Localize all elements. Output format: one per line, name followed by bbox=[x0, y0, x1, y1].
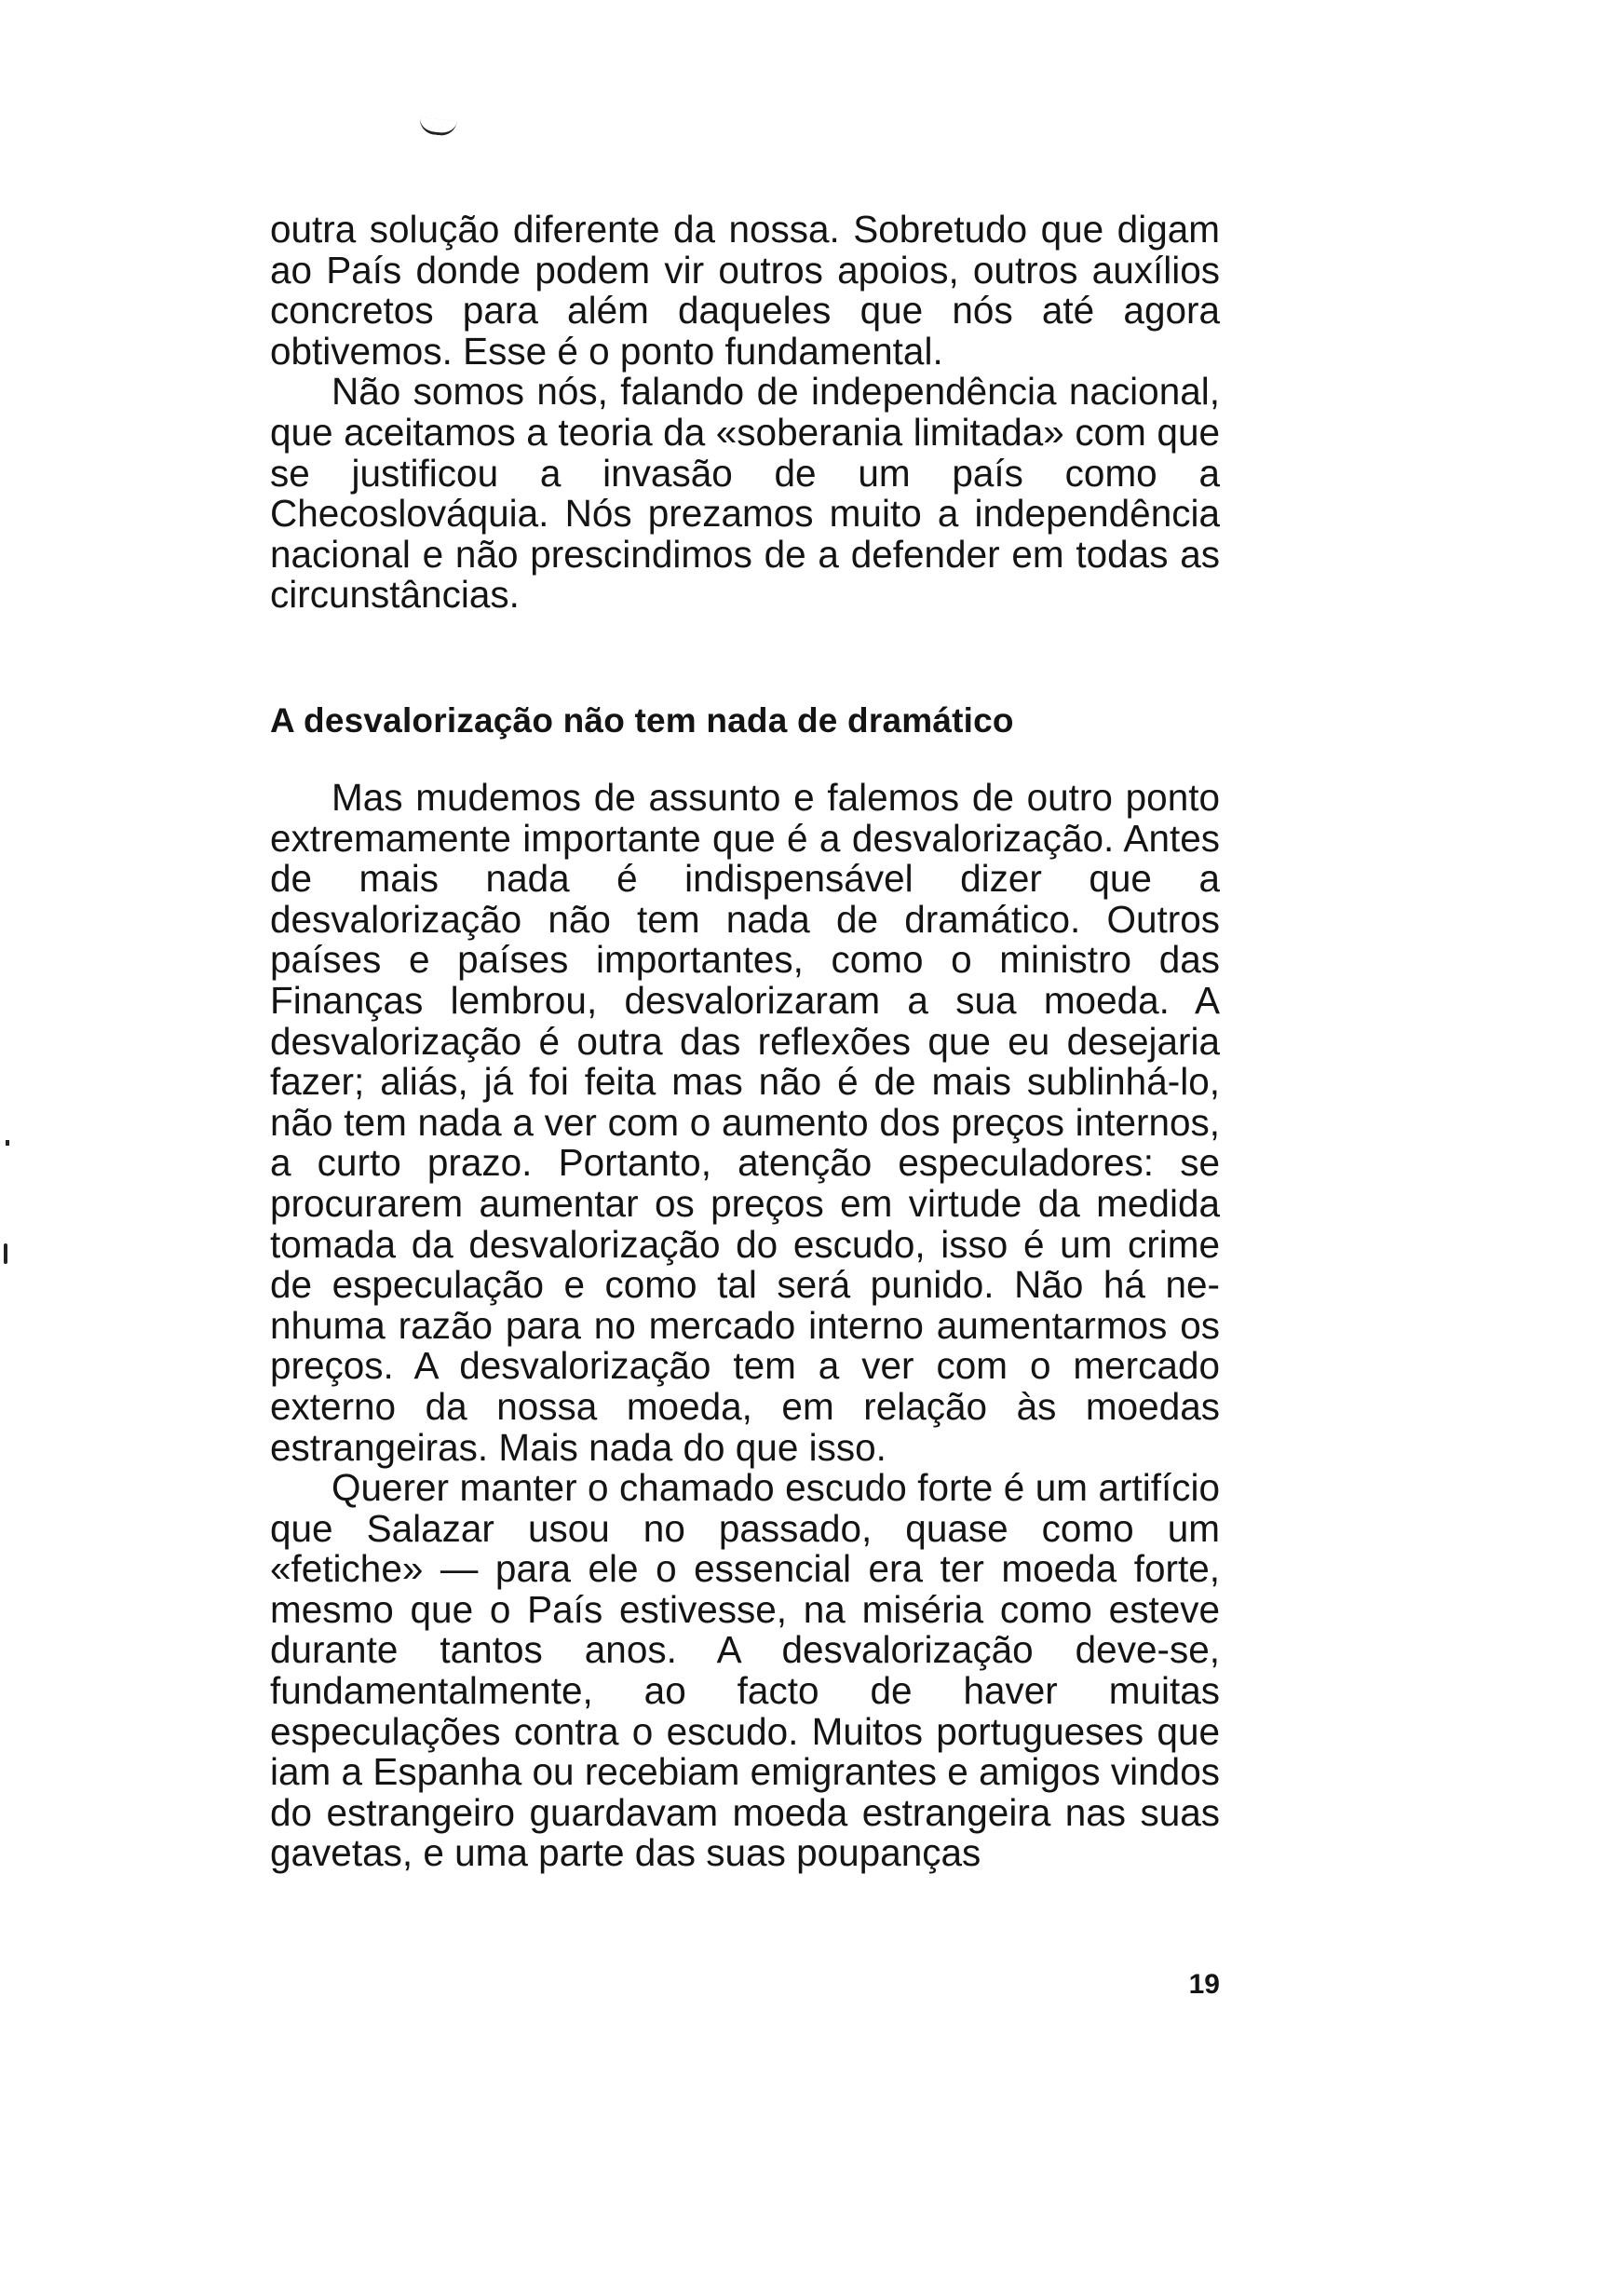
scan-mark bbox=[418, 117, 457, 137]
section-heading: A desvalorização não tem nada de dramático bbox=[270, 701, 1014, 740]
margin-mark bbox=[6, 1140, 9, 1146]
margin-mark bbox=[4, 1243, 7, 1264]
section-text-block bbox=[270, 778, 1220, 1874]
paragraph: Querer manter o chamado escudo forte é um artifício que Salazar usou no passado, quase como um «fetiche» — para ele o essencial era ter moeda forte, mesmo que o País estivesse, na miséria como esteve durante tantos anos. A desvalorização deve-se, fundamentalmente, ao facto de haver muitas especulações contra o escudo. Muitos portugueses que iam a Espanha ou recebiam emigrantes e amigos vindos do estrangeiro guardavam moeda estrangeira nas suas gavetas, e uma parte das suas poupanças bbox=[270, 1466, 1220, 1875]
paragraph-continued: outra solução diferente da nossa. Sobretudo que digam ao País donde podem vir outros apoios, outros auxílios concretos para além daqueles que nós até agora obtivemos. Esse é o ponto fundamental. bbox=[270, 208, 1220, 373]
paragraph: Não somos nós, falando de independência nacional, que aceitamos a teoria da «soberania limitada» com que se justificou a invasão de um país como a Checoslováquia. Nós prezamos muito a independência nacional e não prescindimos de a defender em todas as circunstâncias. bbox=[270, 370, 1220, 617]
paragraph: Mas mudemos de assunto e falemos de outro ponto extremamente importante que é a desvalorização. Antes de mais nada é indispensável dizer que a desvalorização não tem nada de dramático. Outros países e países importantes, como o ministro das Finanças lembrou, desvalorizaram a sua moeda. A desvalorização é outra das reflexões que eu desejaria fazer; aliás, já foi feita mas não é de mais sublinhá-lo, não tem nada a ver com o aumento dos preços internos, a curto prazo. Portanto, atenção especuladores: se procurarem aumentar os preços em virtude da medida tomada da desvalorização do escudo, isso é um crime de especulação e como tal será punido. Não há nenhuma razão para no mercado interno aumentarmos os preços. A desvalorização tem a ver com o mercado externo da nossa moeda, em relação às moedas estrangeiras. Mais nada do que isso. bbox=[270, 776, 1220, 1469]
top-text-block bbox=[270, 210, 1220, 616]
page-number: 19 bbox=[1188, 1969, 1220, 2000]
